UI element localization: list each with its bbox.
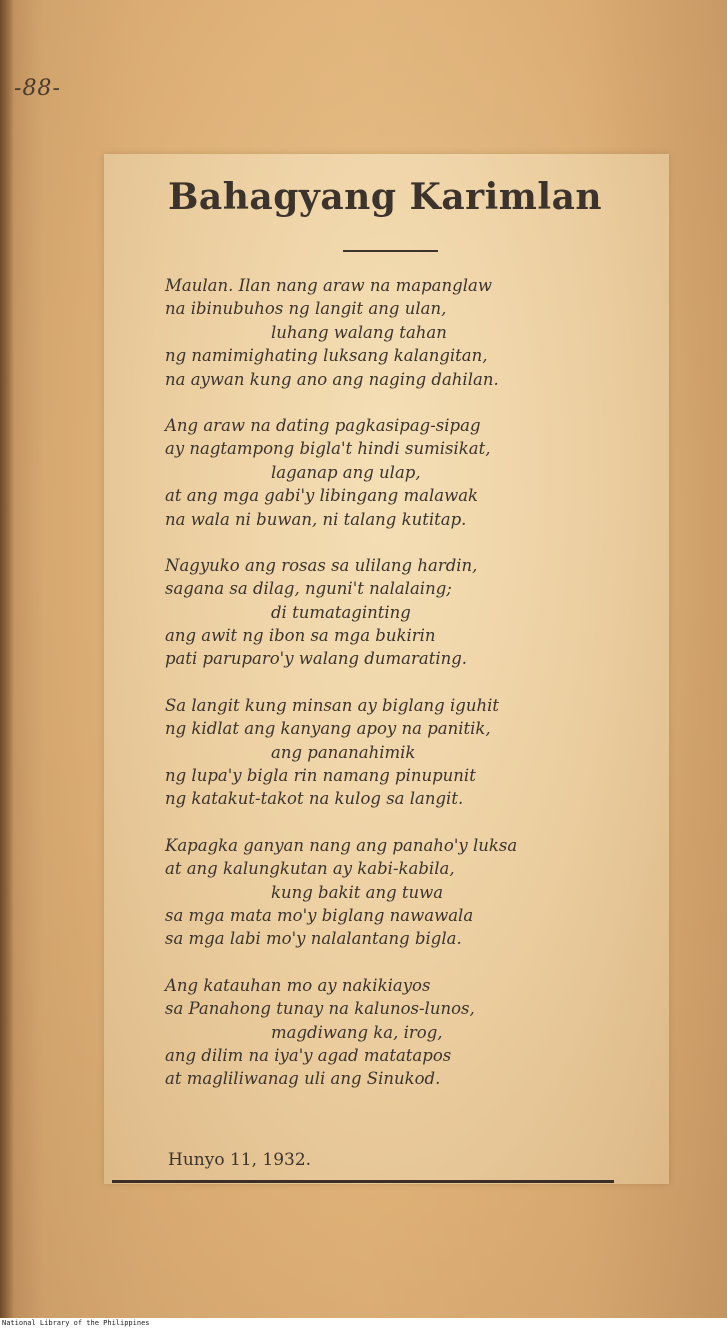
poem-line: at ang kalungkutan ay kabi-kabila,	[165, 859, 455, 879]
poem-line: na wala ni buwan, ni talang kutitap.	[165, 509, 467, 529]
poem-line: magdiwang ka, irog,	[271, 1022, 443, 1042]
poem-line: ng namimighating luksang kalangitan,	[165, 346, 488, 366]
poem-line: sa mga mata mo'y biglang nawawala	[165, 905, 474, 925]
stanza-6	[165, 974, 625, 1091]
poem-line: ang awit ng ibon sa mga bukirin	[165, 626, 436, 646]
stanza-1	[165, 274, 625, 391]
stanza-2	[165, 414, 625, 531]
clipping-bottom-rule	[112, 1180, 614, 1183]
stanza-4	[165, 694, 625, 811]
poem-body	[165, 274, 625, 1091]
poem-line: Ang katauhan mo ay nakikiayos	[165, 975, 431, 995]
poem-line: sa mga labi mo'y nalalantang bigla.	[165, 929, 462, 949]
poem-line: ng lupa'y bigla rin namang pinupunit	[165, 766, 476, 786]
poem-line: di tumataginting	[271, 602, 411, 622]
poem-line: Kapagka ganyan nang ang panaho'y luksa	[165, 835, 518, 855]
poem-line: luhang walang tahan	[271, 322, 447, 342]
title-rule	[343, 250, 438, 252]
poem-line: kung bakit ang tuwa	[271, 882, 444, 902]
poem-line: at magliliwanag uli ang Sinukod.	[165, 1069, 441, 1089]
poem-line: Nagyuko ang rosas sa ulilang hardin,	[165, 555, 478, 575]
poem-line: na ibinubuhos ng langit ang ulan,	[165, 299, 447, 319]
poem-line: Sa langit kung minsan ay biglang iguhit	[165, 695, 499, 715]
footer-bar	[0, 1318, 727, 1328]
poem-date: Hunyo 11, 1932.	[168, 1150, 312, 1170]
poem-line: pati paruparo'y walang dumarating.	[165, 649, 468, 669]
poem-line: at ang mga gabi'y libingang malawak	[165, 486, 479, 506]
poem-line: Maulan. Ilan nang araw na mapanglaw	[165, 276, 492, 295]
poem-line: laganap ang ulap,	[271, 462, 421, 482]
poem-line: na aywan kung ano ang naging dahilan.	[165, 369, 499, 389]
footer-credit: National Library of the Philippines	[2, 1319, 150, 1327]
page-spine	[0, 0, 14, 1318]
stanza-3	[165, 554, 625, 671]
page-number: -88-	[14, 76, 61, 101]
poem-line: ng katakut-takot na kulog sa langit.	[165, 789, 464, 809]
poem-title: Bahagyang Karimlan	[168, 176, 603, 218]
poem-line: ng kidlat ang kanyang apoy na panitik,	[165, 719, 491, 739]
poem-line: ay nagtampong bigla't hindi sumisikat,	[165, 439, 491, 459]
poem-line: sagana sa dilag, nguni't nalalaing;	[165, 579, 452, 599]
poem-line: Ang araw na dating pagkasipag-sipag	[165, 415, 481, 435]
poem-line: ang pananahimik	[271, 742, 416, 762]
stanza-5	[165, 834, 625, 951]
poem-line: ang dilim na iya'y agad matatapos	[165, 1045, 452, 1065]
poem-line: sa Panahong tunay na kalunos-lunos,	[165, 999, 475, 1019]
